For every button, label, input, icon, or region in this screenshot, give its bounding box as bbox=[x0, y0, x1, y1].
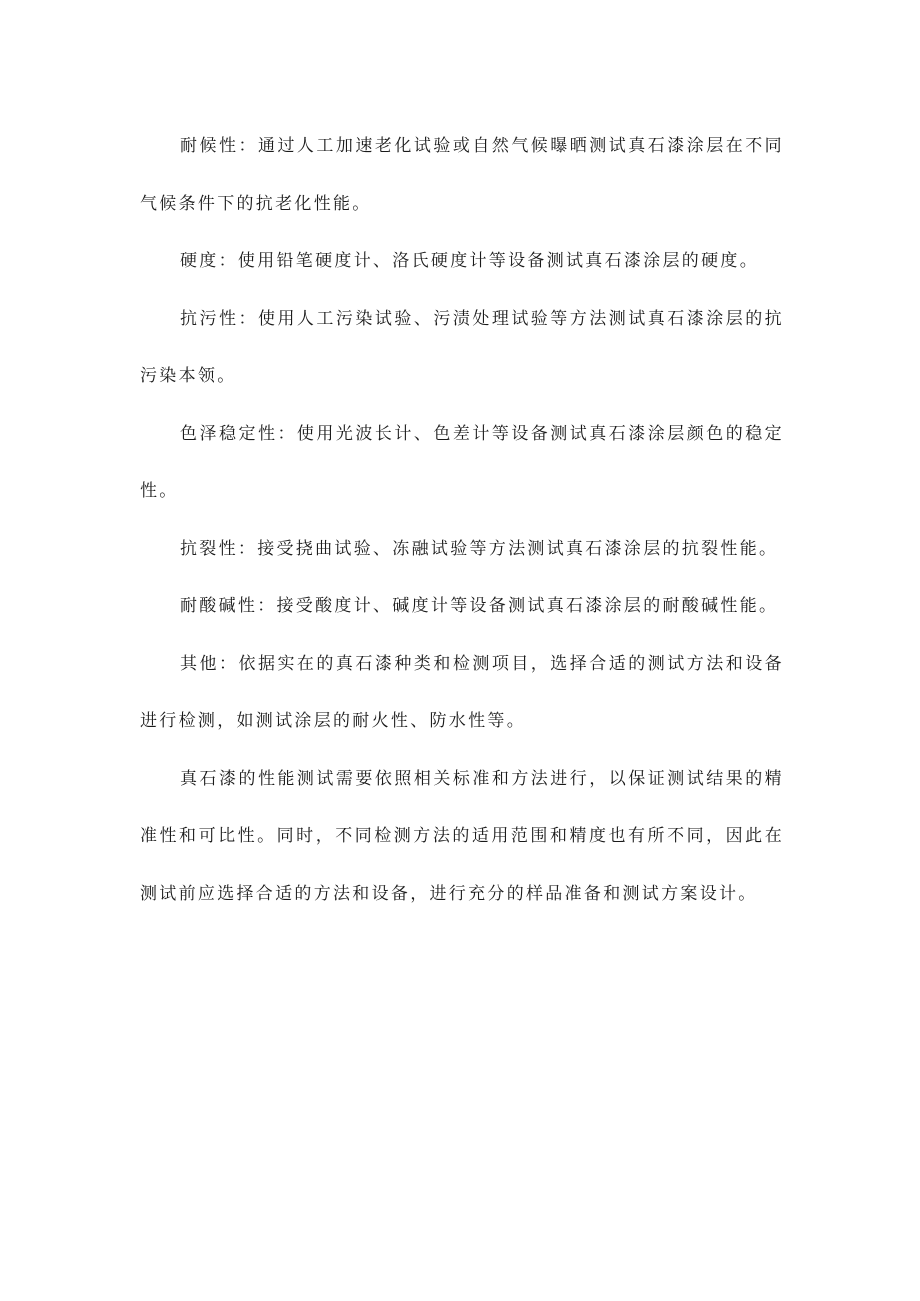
paragraph-other: 其他：依据实在的真石漆种类和检测项目，选择合适的测试方法和设备进行检测，如测试涂层的耐火性、防水性等。 bbox=[140, 653, 784, 731]
paragraph-hardness: 硬度：使用铅笔硬度计、洛氏硬度计等设备测试真石漆涂层的硬度。 bbox=[180, 251, 759, 271]
paragraph-acid-alkali-resistance: 耐酸碱性：接受酸度计、碱度计等设备测试真石漆涂层的耐酸碱性能。 bbox=[180, 596, 779, 616]
paragraph-crack-resistance: 抗裂性：接受挠曲试验、冻融试验等方法测试真石漆涂层的抗裂性能。 bbox=[180, 538, 779, 559]
document-body bbox=[140, 118, 784, 923]
paragraph-weather-resistance: 耐候性：通过人工加速老化试验或自然气候曝晒测试真石漆涂层在不同气候条件下的抗老化性能。 bbox=[140, 136, 784, 214]
paragraph-summary: 真石漆的性能测试需要依照相关标准和方法进行，以保证测试结果的精准性和可比性。同时，不同检测方法的适用范围和精度也有所不同，因此在测试前应选择合适的方法和设备，进行充分的样品准备和测试方案设计。 bbox=[140, 768, 784, 904]
paragraph-stain-resistance: 抗污性：使用人工污染试验、污渍处理试验等方法测试真石漆涂层的抗污染本领。 bbox=[140, 308, 784, 386]
paragraph-color-stability: 色泽稳定性：使用光波长计、色差计等设备测试真石漆涂层颜色的稳定性。 bbox=[140, 423, 784, 501]
